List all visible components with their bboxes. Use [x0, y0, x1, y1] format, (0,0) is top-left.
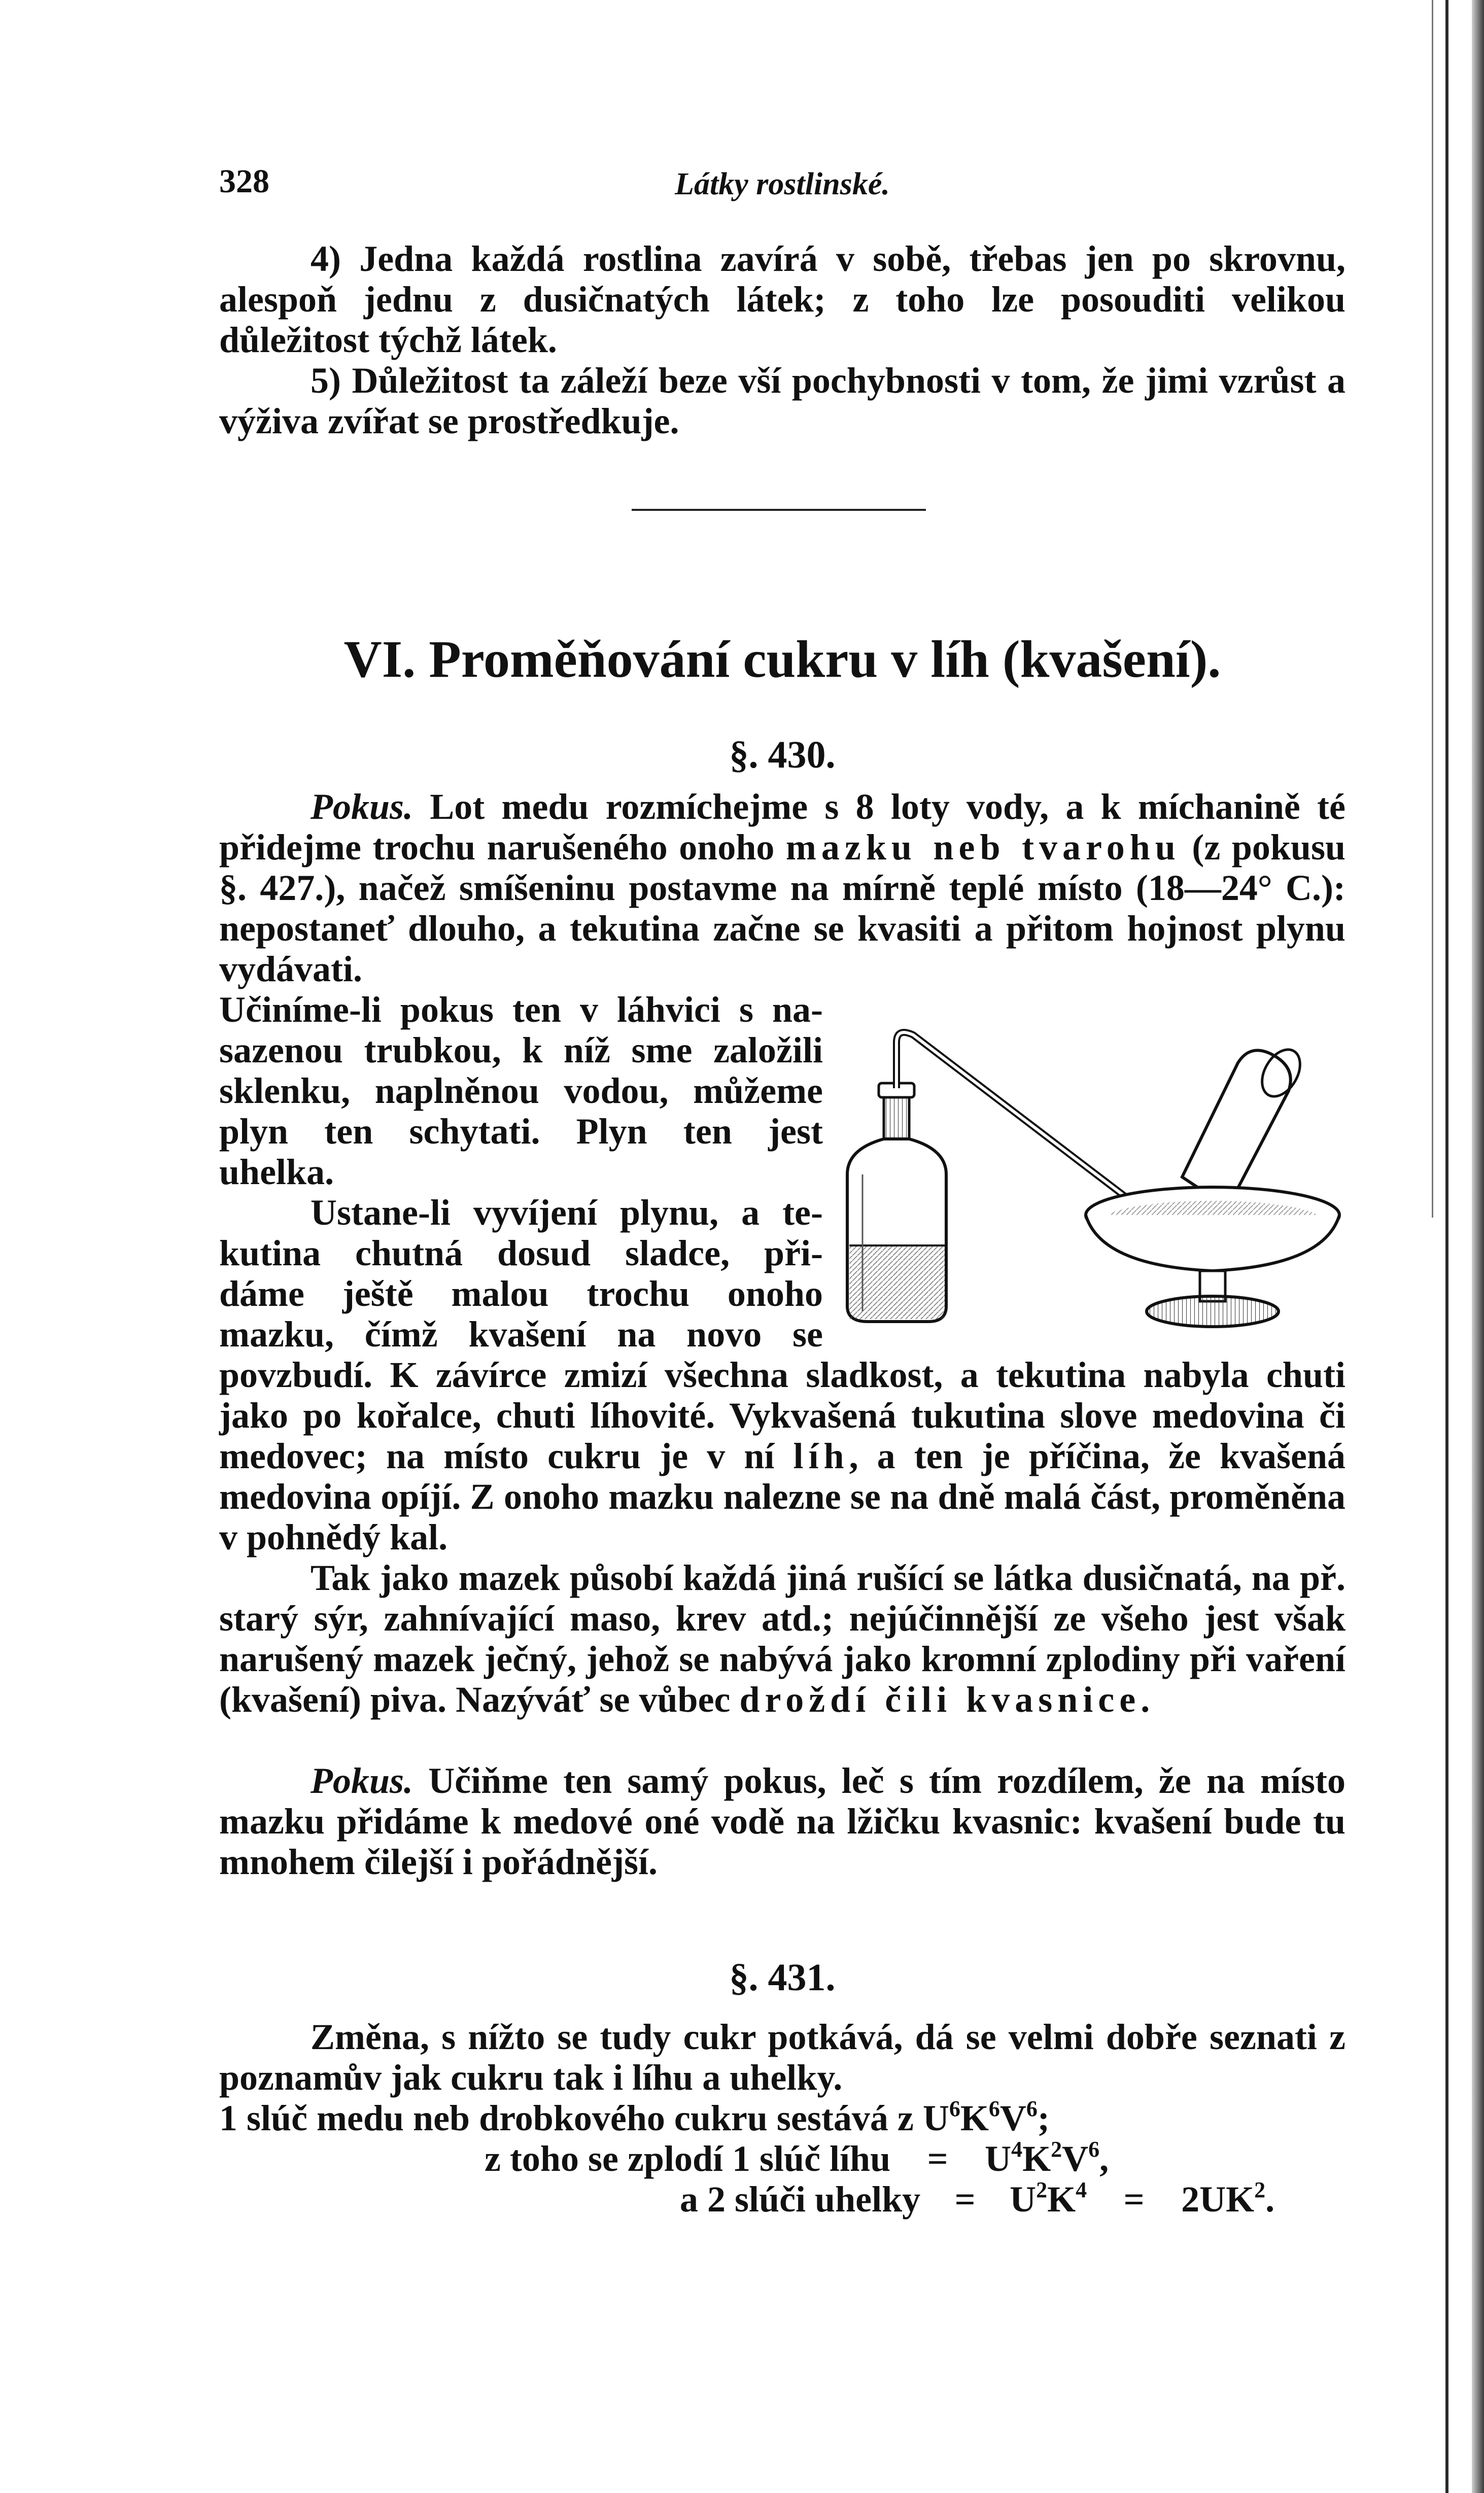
formula-2-value: $U^4K^2V^6$,	[985, 2137, 1109, 2179]
formula-2-equals: =	[927, 2138, 948, 2179]
wrap-line-5: uhelka.	[219, 1152, 334, 1192]
experiment-2-label: Pokus.	[310, 1760, 413, 1801]
experiment-2-text: Učiňme ten samý pokus, leč s tím rozdílem, že na místo mazku přidáme k medové oné vodě na lžičku kvasnic: kvašení bude tu mnohem čilejší i pořádnější.	[219, 1760, 1346, 1882]
water-dish-icon	[1086, 1187, 1339, 1327]
continuation-paragraph	[219, 1355, 1345, 1557]
formula-line-2	[485, 2138, 1109, 2179]
section-431-paragraph: Změna, s nížto se tudy cukr potkává, dá se velmi dobře seznati z poznamův jak cukru tak i líhu a uhelky.	[219, 2017, 1345, 2098]
fermentation-apparatus-illustration	[837, 1007, 1347, 1342]
paragraph-4: 4) Jedna každá rostlina zavírá v sobě, třebas jen po skrovnu, alespoň jednu z dusičnatých látek; z toho lze posouditi velikou důležitost týchž látek.	[219, 238, 1345, 360]
experiment-label: Pokus.	[310, 786, 413, 827]
section-number-430: §. 430.	[729, 734, 836, 776]
continuation-text-a: povzbudí. K závírce zmizí všechna sladkost, a tekutina nabyla chuti jako po kořalce, chuti líhovité. Vykvašená tukutina slove medovina či medovec; na místo cukru je v ní	[219, 1355, 1345, 1476]
wrap-line-8: dáme ještě malou trochu onoho	[219, 1273, 823, 1314]
formula-line-1	[219, 2098, 1050, 2138]
chapter-title: VI. Proměňování cukru v líh (kvašení).	[343, 630, 1221, 688]
formula-3-value-a: $U^2K^4$	[1010, 2177, 1087, 2220]
experiment-text-a: Lot medu rozmíchejme s 8 loty vody, a k míchanině té přidejme trochu narušeného onoho	[219, 786, 1345, 868]
continuation-text-b: , a ten je příčina, že kvašená medovina opíjí. Z onoho mazku nalezne se na dně malá část, proměněna v pohnědý kal.	[219, 1436, 1346, 1557]
wrap-line-3: sklenku, naplněnou vodou, můžeme	[219, 1070, 823, 1111]
continuation-term: líh	[793, 1436, 849, 1476]
formula-2-label: z toho se zplodí 1 slúč líhu	[485, 2138, 891, 2179]
mazek-term: droždí čili kvasnice.	[739, 1679, 1155, 1720]
formula-3-equals-b: =	[1123, 2179, 1145, 2220]
wrap-line-7: kutina chutná dosud sladce, při-	[219, 1233, 823, 1273]
wrap-line-2: sazenou trubkou, k níž sme založili	[219, 1030, 823, 1070]
bottle-icon	[847, 1083, 946, 1322]
experiment-term: mazku neb tvarohu	[785, 827, 1181, 868]
mazek-paragraph	[219, 1557, 1345, 1720]
experiment-2-paragraph	[219, 1760, 1345, 1882]
formula-1-label: 1 slúč medu neb drobkového cukru sestává z	[219, 2098, 914, 2138]
wrap-line-1: Učiníme-li pokus ten v láhvici s na-	[219, 989, 823, 1030]
formula-3-label: a 2 slúči uhelky	[680, 2179, 921, 2220]
section-number-431: §. 431.	[729, 1956, 836, 1999]
formula-1-value: $U^6K^6V^6$;	[922, 2096, 1050, 2138]
page-number: 328	[219, 163, 269, 200]
section-divider	[632, 509, 926, 511]
page-header	[219, 162, 1345, 213]
paragraph-5: 5) Důležitost ta záleží beze vší pochybnosti v tom, že jimi vzrůst a výživa zvířat se prostředkuje.	[219, 360, 1345, 441]
inverted-glass-icon	[1182, 1043, 1308, 1207]
wrapped-text-block	[219, 989, 823, 1355]
formula-3-equals-a: =	[954, 2179, 976, 2220]
wrap-line-6: Ustane-li vyvíjení plynu, a te-	[310, 1192, 823, 1233]
experiment-text-b: (z pokusu §. 427.), načež smíšeninu postavme na mírně teplé místo (18—24° C.): nepostaneť dlouho, a tekutina začne se kvasiti a přitom hojnost plynu vydávati.	[219, 827, 1346, 989]
formula-line-3	[680, 2179, 1274, 2220]
running-head: Látky rostlinské.	[675, 167, 890, 201]
experiment-paragraph	[219, 786, 1345, 989]
wrap-line-9: mazku, čímž kvašení na novo se	[219, 1314, 823, 1355]
mazek-text: Tak jako mazek působí každá jiná rušící se látka dusičnatá, na př. starý sýr, zahnívající maso, krev atd.; nejúčinnější ze všeho jest však narušený mazek ječný, jehož se nabývá jako kromní zplodiny při vaření (kvašení) piva. Nazýváť se vůbec	[219, 1557, 1345, 1720]
wrap-line-4: plyn ten schytati. Plyn ten jest	[219, 1111, 823, 1152]
formula-3-value-b: $2UK^2$.	[1181, 2177, 1275, 2220]
